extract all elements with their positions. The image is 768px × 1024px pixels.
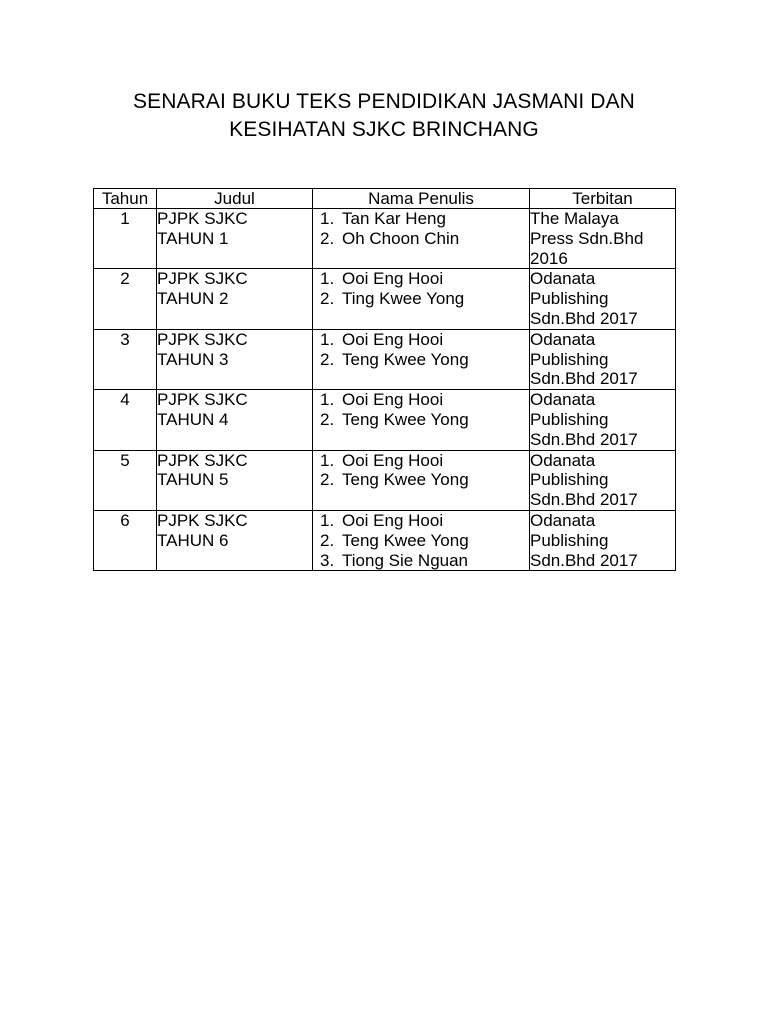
terbitan-line: Odanata [530,269,596,289]
author-name: Teng Kwee Yong [342,349,469,369]
textbook-table [93,188,676,571]
author-name: Ting Kwee Yong [342,289,465,309]
cell-judul [157,390,313,450]
table-row [94,269,676,329]
terbitan-line: Odanata [530,390,596,410]
author-list-item [313,269,529,289]
judul-line: TAHUN 6 [157,530,229,550]
author-list-item [313,229,529,249]
author-name: Teng Kwee Yong [342,530,469,550]
terbitan-line: Publishing [530,409,609,429]
cell-terbitan [530,269,676,329]
author-list-item [313,470,529,490]
terbitan-line: Odanata [530,450,596,470]
author-number: 2. [320,409,335,429]
judul-line: PJPK SJKC [157,209,248,228]
author-number: 2. [320,349,335,369]
table-header-row [94,189,676,209]
terbitan-line: Sdn.Bhd 2017 [530,429,638,449]
judul-line: PJPK SJKC [157,329,248,349]
terbitan-line: Odanata [530,510,596,530]
author-list [313,390,529,430]
author-number: 2. [320,470,335,490]
cell-nama-penulis [313,390,530,450]
table-row [94,510,676,570]
table-row [94,390,676,450]
author-list-item [313,350,529,370]
author-number: 1. [320,450,335,470]
header-tahun: Tahun [94,189,157,209]
author-list [313,209,529,249]
cell-nama-penulis [313,510,530,570]
terbitan-line: The Malaya [530,209,619,228]
terbitan-line: Publishing [530,530,609,550]
author-number: 3. [320,550,335,570]
table-row [94,329,676,389]
terbitan-line: Sdn.Bhd 2017 [530,308,638,328]
cell-nama-penulis [313,209,530,269]
author-list-item [313,410,529,430]
author-number: 1. [320,209,335,228]
header-judul: Judul [157,189,313,209]
author-list [313,269,529,309]
terbitan-line: Press Sdn.Bhd [530,228,644,248]
judul-line: PJPK SJKC [157,390,248,410]
document-title [0,88,768,144]
cell-nama-penulis [313,450,530,510]
author-name: Teng Kwee Yong [342,409,469,429]
terbitan-line: Sdn.Bhd 2017 [530,490,638,510]
author-list-item [313,551,529,571]
author-list-item [313,451,529,471]
terbitan-line: Odanata [530,329,596,349]
cell-nama-penulis [313,269,530,329]
cell-terbitan [530,450,676,510]
author-name: Teng Kwee Yong [342,470,469,490]
table-row [94,209,676,269]
cell-terbitan [530,329,676,389]
header-nama-penulis: Nama Penulis [313,189,530,209]
cell-nama-penulis [313,329,530,389]
table-body [94,209,676,571]
judul-line: PJPK SJKC [157,510,248,530]
judul-line: PJPK SJKC [157,269,248,289]
author-name: Tan Kar Heng [342,209,446,228]
cell-terbitan [530,390,676,450]
author-list [313,511,529,570]
author-list-item [313,209,529,229]
author-number: 1. [320,510,335,530]
author-list-item [313,390,529,410]
cell-tahun: 5 [94,450,157,510]
author-number: 2. [320,289,335,309]
terbitan-line: Publishing [530,349,609,369]
terbitan-line: Sdn.Bhd 2017 [530,369,638,389]
cell-judul [157,269,313,329]
author-name: Ooi Eng Hooi [342,269,444,289]
author-number: 1. [320,269,335,289]
terbitan-line: Publishing [530,289,609,309]
judul-line: TAHUN 5 [157,470,229,490]
author-name: Ooi Eng Hooi [342,510,444,530]
judul-line: TAHUN 2 [157,289,229,309]
cell-judul [157,510,313,570]
title-line: SENARAI BUKU TEKS PENDIDIKAN JASMANI DAN [133,90,635,113]
author-list-item [313,511,529,531]
cell-tahun: 6 [94,510,157,570]
cell-judul [157,450,313,510]
author-list-item [313,289,529,309]
cell-judul [157,209,313,269]
author-name: Ooi Eng Hooi [342,450,444,470]
author-name: Tiong Sie Nguan [342,550,469,570]
cell-terbitan [530,510,676,570]
terbitan-line: Publishing [530,470,609,490]
table-row [94,450,676,510]
cell-tahun: 4 [94,390,157,450]
author-list-item [313,330,529,350]
terbitan-line: Sdn.Bhd 2017 [530,550,638,570]
judul-line: TAHUN 1 [157,228,229,248]
header-terbitan: Terbitan [530,189,676,209]
author-name: Ooi Eng Hooi [342,390,444,410]
judul-line: PJPK SJKC [157,450,248,470]
cell-judul [157,329,313,389]
judul-line: TAHUN 3 [157,349,229,369]
cell-terbitan [530,209,676,269]
cell-tahun: 3 [94,329,157,389]
author-number: 2. [320,228,335,248]
author-list-item [313,531,529,551]
title-line: KESIHATAN SJKC BRINCHANG [229,118,539,141]
author-list [313,330,529,370]
author-number: 2. [320,530,335,550]
judul-line: TAHUN 4 [157,409,229,429]
author-number: 1. [320,329,335,349]
cell-tahun: 1 [94,209,157,269]
terbitan-line: 2016 [530,248,568,268]
cell-tahun: 2 [94,269,157,329]
author-list [313,451,529,491]
author-name: Ooi Eng Hooi [342,329,444,349]
author-name: Oh Choon Chin [342,228,460,248]
author-number: 1. [320,390,335,410]
